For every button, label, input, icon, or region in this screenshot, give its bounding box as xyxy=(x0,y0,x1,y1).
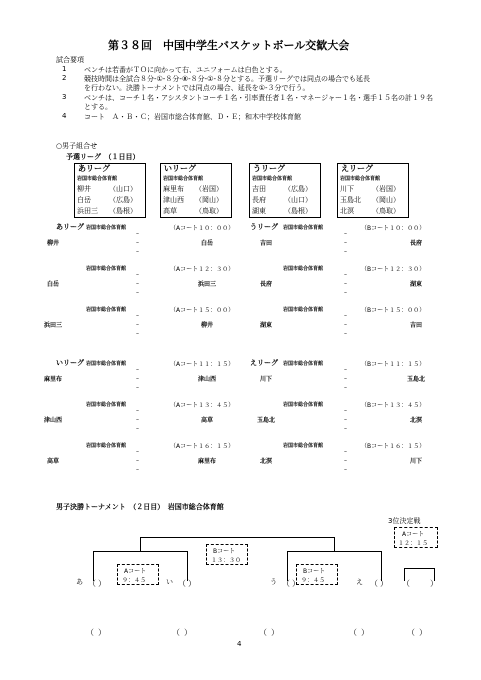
score-dash: – xyxy=(344,466,347,473)
score-dash: – xyxy=(344,271,347,278)
league-team: 浜田三 xyxy=(77,207,98,215)
league-box xyxy=(74,163,146,218)
score-dash: – xyxy=(344,330,347,337)
league-team: 高草 xyxy=(163,207,177,215)
league-team-pref: （岩国） xyxy=(372,185,400,193)
team-home: 川下 xyxy=(259,376,272,383)
team-away: 浜田三 xyxy=(197,281,216,288)
league-team-pref: （山口） xyxy=(109,185,137,193)
team-home: 白岳 xyxy=(46,281,59,288)
bracket-right-semi xyxy=(287,551,381,552)
paren-pair-lower: ） xyxy=(361,628,369,637)
team-home: 玉島北 xyxy=(256,417,275,424)
paren-close: ） xyxy=(380,579,388,588)
third-place-box xyxy=(394,527,438,548)
paren-pair-lower: ） xyxy=(184,628,192,637)
team-home: 吉田 xyxy=(259,240,272,247)
paren-close: ） xyxy=(188,579,196,588)
score-dash: – xyxy=(344,280,347,287)
requirement-number: 4 xyxy=(62,112,67,120)
bracket-left-stem xyxy=(140,537,141,551)
league-team-pref: （岩国） xyxy=(195,185,223,193)
page-title: 第３８回 中国中学生バスケットボール交歓大会 xyxy=(108,39,350,52)
score-dash: – xyxy=(136,248,139,255)
paren-open: （ xyxy=(88,579,96,588)
bracket-left-a xyxy=(93,551,94,581)
score-dash: – xyxy=(344,457,347,464)
league-team: 吉田 xyxy=(252,185,266,193)
seed-a: あ xyxy=(76,578,83,586)
league-team-pref: （広島） xyxy=(284,185,312,193)
team-home: 柳井 xyxy=(46,240,59,247)
league-team: 津山西 xyxy=(163,196,184,204)
team-home: 北溟 xyxy=(259,458,272,465)
match-slot: （Bコート１５：００） xyxy=(361,307,426,314)
page-number: 4 xyxy=(237,640,242,648)
score-dash: – xyxy=(344,230,347,237)
team-away: 柳井 xyxy=(200,322,213,329)
score-dash: – xyxy=(136,321,139,328)
score-dash: – xyxy=(344,321,347,328)
team-away: 高草 xyxy=(200,417,213,424)
semi-left-box xyxy=(117,564,159,585)
match-venue: 岩国市総合体育館 xyxy=(283,266,324,272)
paren-pair-lower: （ xyxy=(407,628,415,637)
third-court: Aコート xyxy=(402,531,425,538)
score-dash: – xyxy=(344,416,347,423)
match-slot: （Bコート１３：４５） xyxy=(361,402,426,409)
league-team: 北溟 xyxy=(340,207,354,215)
requirement-text: ベンチは若番がＴＯに向かって右、ユニフォームは白色とする。 xyxy=(84,66,287,74)
paren-pair-lower: （ xyxy=(349,628,357,637)
score-dash: – xyxy=(136,312,139,319)
score-dash: – xyxy=(344,312,347,319)
league-box xyxy=(160,163,232,218)
third-place-label: 3位決定戦 xyxy=(388,517,421,525)
final-court: Bコート xyxy=(213,548,236,555)
score-dash: – xyxy=(136,457,139,464)
paren-close: ） xyxy=(98,579,106,588)
match-slot: （Bコート１１：１５） xyxy=(361,361,426,368)
score-dash: – xyxy=(344,407,347,414)
score-dash: – xyxy=(344,384,347,391)
league-team-pref: （岡山） xyxy=(195,196,223,204)
match-venue: 岩国市総合体育館 xyxy=(86,402,127,408)
score-dash: – xyxy=(344,239,347,246)
paren-pair-lower: （ xyxy=(172,628,180,637)
score-dash: – xyxy=(136,280,139,287)
score-dash: – xyxy=(344,425,347,432)
prelim-heading: 予選リーグ （１日目） xyxy=(66,153,140,161)
league-name: いリーグ xyxy=(164,164,196,173)
seed-u: う xyxy=(270,578,277,586)
score-dash: – xyxy=(136,416,139,423)
team-home: 高草 xyxy=(46,458,59,465)
team-away: 湖東 xyxy=(409,281,422,288)
final-box xyxy=(206,544,248,565)
team-away: 白岳 xyxy=(200,240,213,247)
paren-close: ） xyxy=(430,579,438,588)
score-dash: – xyxy=(136,466,139,473)
team-away: 北溟 xyxy=(409,417,422,424)
league-team-pref: （鳥取） xyxy=(372,207,400,215)
match-slot: （Bコート１２：３０） xyxy=(361,266,426,273)
match-venue: 岩国市総合体育館 xyxy=(86,225,127,231)
team-away: 玉島北 xyxy=(406,376,425,383)
match-slot: （Bコート１６：１５） xyxy=(361,443,426,450)
paren-close: ） xyxy=(292,579,300,588)
league-label: いリーグ xyxy=(56,359,84,367)
match-slot: （Aコート１６：１５） xyxy=(170,443,235,450)
semi-right-court: Bコート xyxy=(303,568,326,575)
boys-heading: ○男子組合せ xyxy=(56,142,98,150)
score-dash: – xyxy=(344,448,347,455)
bracket-left-semi xyxy=(93,551,187,552)
match-venue: 岩国市総合体育館 xyxy=(283,443,324,449)
league-label: うリーグ xyxy=(250,223,278,231)
paren-open: （ xyxy=(370,579,378,588)
bracket-right-stem xyxy=(334,537,335,551)
league-box xyxy=(337,163,409,218)
league-team: 川下 xyxy=(340,185,354,193)
league-team: 湖東 xyxy=(252,207,266,215)
final-time: １３：３０ xyxy=(211,557,242,564)
score-dash: – xyxy=(344,366,347,373)
score-dash: – xyxy=(136,375,139,382)
score-dash: – xyxy=(136,330,139,337)
match-venue: 岩国市総合体育館 xyxy=(86,307,127,313)
league-team-pref: （岡山） xyxy=(372,196,400,204)
match-venue: 岩国市総合体育館 xyxy=(283,225,324,231)
league-team: 長府 xyxy=(252,196,266,204)
semi-left-court: Aコート xyxy=(124,568,147,575)
match-slot: （Aコート１５：００） xyxy=(170,307,235,314)
match-venue: 岩国市総合体育館 xyxy=(283,402,324,408)
paren-open: （ xyxy=(282,579,290,588)
score-dash: – xyxy=(136,230,139,237)
match-venue: 岩国市総合体育館 xyxy=(86,266,127,272)
seed-e: え xyxy=(356,578,363,586)
league-venue: 岩国市総合体育館 xyxy=(340,176,381,182)
match-slot: （Aコート１０：００） xyxy=(170,225,235,232)
paren-open: （ xyxy=(402,579,410,588)
semi-right-box xyxy=(296,564,338,585)
league-team: 麻里布 xyxy=(163,185,184,193)
semi-left-time: ９：４５ xyxy=(122,577,147,584)
requirement-number: 3 xyxy=(62,93,67,101)
bracket-top-line xyxy=(140,537,334,538)
league-box xyxy=(249,163,321,218)
bracket-right-u xyxy=(287,551,288,581)
requirement-text: を行わない。決勝トーナメントでは同点の場合、延長を①-３分で行う。 xyxy=(84,84,310,92)
league-team: 玉島北 xyxy=(340,196,361,204)
third-time: １２：１５ xyxy=(398,540,429,547)
paren-open: （ xyxy=(178,579,186,588)
bracket-third xyxy=(404,568,434,569)
team-home: 麻里布 xyxy=(43,376,62,383)
seed-i: い xyxy=(166,578,173,586)
score-dash: – xyxy=(344,289,347,296)
league-team-pref: （島根） xyxy=(284,207,312,215)
match-venue: 岩国市総合体育館 xyxy=(86,361,127,367)
league-team-pref: （島根） xyxy=(109,207,137,215)
league-team-pref: （広島） xyxy=(109,196,137,204)
match-slot: （Aコート１３：４５） xyxy=(170,402,235,409)
league-venue: 岩国市総合体育館 xyxy=(252,176,293,182)
paren-pair-lower: （ xyxy=(259,628,267,637)
team-home: 津山西 xyxy=(43,417,62,424)
score-dash: – xyxy=(136,384,139,391)
score-dash: – xyxy=(136,366,139,373)
paren-pair-lower: ） xyxy=(271,628,279,637)
match-slot: （Aコート１２：３０） xyxy=(170,266,235,273)
league-venue: 岩国市総合体育館 xyxy=(163,176,204,182)
team-home: 長府 xyxy=(259,281,272,288)
score-dash: – xyxy=(344,375,347,382)
team-away: 長府 xyxy=(409,240,422,247)
team-away: 麻里布 xyxy=(197,458,216,465)
score-dash: – xyxy=(344,248,347,255)
team-away: 津山西 xyxy=(197,376,216,383)
requirement-text: 競技時間は全試合８分-①-８分-⑧-８分-①-８分とする。予選リーグでは同点の場合でも延長 xyxy=(84,75,370,83)
score-dash: – xyxy=(136,425,139,432)
match-venue: 岩国市総合体育館 xyxy=(283,361,324,367)
team-away: 川下 xyxy=(409,458,422,465)
requirement-text: コート Ａ・Ｂ・Ｃ；岩国市総合体育館、Ｄ・Ｅ；和木中学校体育館 xyxy=(84,113,301,121)
league-team-pref: （山口） xyxy=(284,196,312,204)
league-name: うリーグ xyxy=(253,164,285,173)
paren-pair-lower: （ xyxy=(86,628,94,637)
league-name: えリーグ xyxy=(341,164,373,173)
league-label: えリーグ xyxy=(250,359,278,367)
match-slot: （Aコート１１：１５） xyxy=(170,361,235,368)
league-team: 白岳 xyxy=(77,196,91,204)
tournament-heading: 男子決勝トーナメント （２日目） 岩国市総合体育館 xyxy=(56,503,224,511)
score-dash: – xyxy=(136,407,139,414)
match-slot: （Bコート１０：００） xyxy=(361,225,426,232)
requirement-text: ベンチは、コーチ１名・アシスタントコーチ１名・引率責任者１名・マネージャー１名・選手１５名の計１９名 xyxy=(84,94,433,102)
score-dash: – xyxy=(136,239,139,246)
requirement-number: 2 xyxy=(62,74,67,82)
league-team: 柳井 xyxy=(77,185,91,193)
team-home: 湖東 xyxy=(259,322,272,329)
requirements-heading: 試合要項 xyxy=(56,56,84,64)
league-venue: 岩国市総合体育館 xyxy=(77,176,118,182)
score-dash: – xyxy=(136,271,139,278)
paren-pair-lower: ） xyxy=(98,628,106,637)
team-home: 浜田三 xyxy=(43,322,62,329)
league-name: あリーグ xyxy=(78,164,110,173)
league-label: あリーグ xyxy=(56,223,84,231)
score-dash: – xyxy=(136,448,139,455)
league-team-pref: （鳥取） xyxy=(195,207,223,215)
match-venue: 岩国市総合体育館 xyxy=(283,307,324,313)
semi-right-time: ９：４５ xyxy=(301,577,326,584)
score-dash: – xyxy=(136,289,139,296)
bracket-left-i xyxy=(187,551,188,581)
requirement-text: とする。 xyxy=(84,103,112,111)
team-away: 吉田 xyxy=(409,322,422,329)
bracket-right-e xyxy=(381,551,382,581)
match-venue: 岩国市総合体育館 xyxy=(86,443,127,449)
requirement-number: 1 xyxy=(62,65,67,73)
paren-pair-lower: ） xyxy=(419,628,427,637)
